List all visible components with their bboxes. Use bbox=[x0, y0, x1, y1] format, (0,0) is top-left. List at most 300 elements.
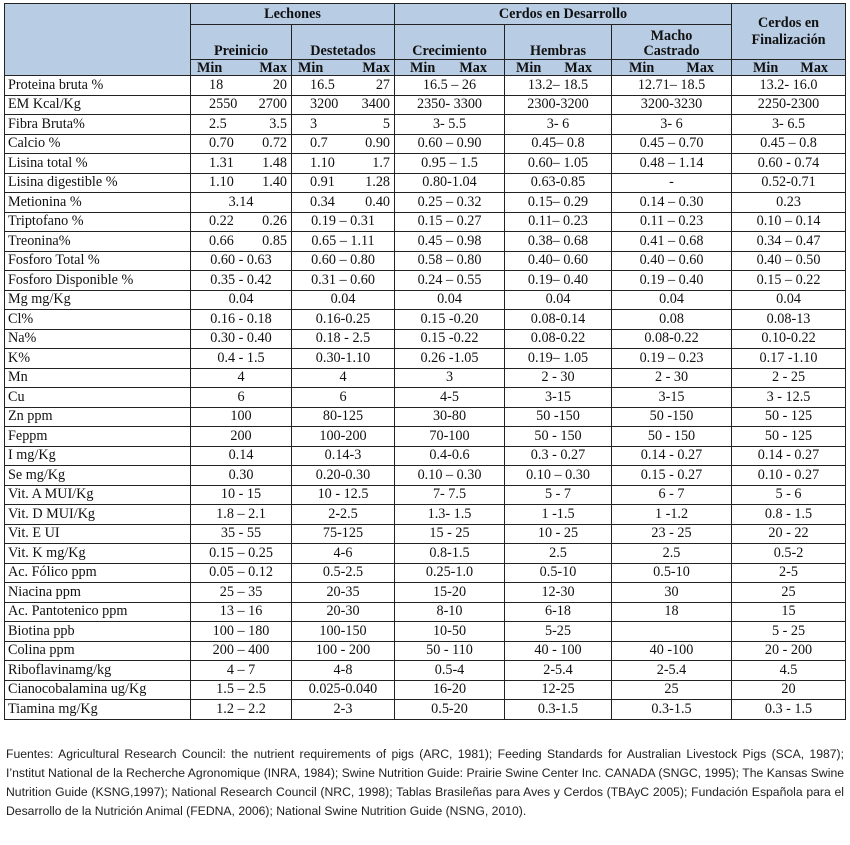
cell-mac: 3-15 bbox=[612, 388, 732, 408]
cell-hem: 0.38– 0.68 bbox=[505, 232, 612, 252]
table-row bbox=[5, 212, 846, 232]
cell-fin: 0.15 – 0.22 bbox=[732, 271, 846, 291]
cell-hem: 2 - 30 bbox=[505, 368, 612, 388]
cell-des-span: 0.60 – 0.80 bbox=[292, 251, 395, 271]
cell-des-min: 16.5 bbox=[292, 76, 344, 96]
cell-pre-max: 0.26 bbox=[242, 212, 292, 232]
cell-pre-max: 0.85 bbox=[242, 232, 292, 252]
cell-des-span: 4-8 bbox=[292, 661, 395, 681]
table-row bbox=[5, 407, 846, 427]
sources-footnote: Fuentes: Agricultural Research Council: the nutrient requirements of pigs (ARC, 1981); Feeding Standards for Australian Livestock Pigs (SCA, 1987); I’nstitut National de la Recherche Agronomique (INRA, 1984); Swine Nutrition Guide: Prairie Swine Center Inc. CANADA (SNGC, 1995); The Kansas Swine Nutrition Guide (KSNG,1997); National Research Council (NRC, 1998); Tablas Brasileñas para Aves y Cerdos (TBAyC 2005); Fundación Española para el Desarrollo de la Nutrición Animal (FEDNA, 2006); National Swine Nutrition Guide (NSNG, 2010). bbox=[6, 747, 844, 818]
cell-mac: 0.40 – 0.60 bbox=[612, 251, 732, 271]
cell-mac: 1 -1.2 bbox=[612, 505, 732, 525]
cell-mac: 30 bbox=[612, 583, 732, 603]
cell-crec: 0.04 bbox=[395, 290, 505, 310]
cell-des-span: 100-150 bbox=[292, 622, 395, 642]
cell-crec: 0.95 – 1.5 bbox=[395, 154, 505, 174]
cell-crec: 0.5-4 bbox=[395, 661, 505, 681]
table-row bbox=[5, 271, 846, 291]
cell-pre-max: 2700 bbox=[242, 95, 292, 115]
cell-label: EM Kcal/Kg bbox=[5, 95, 191, 115]
cell-hem: 3-15 bbox=[505, 388, 612, 408]
header-max: Max bbox=[344, 60, 395, 76]
cell-crec: 70-100 bbox=[395, 427, 505, 447]
header-group-lechones: Lechones bbox=[191, 4, 395, 25]
cell-label: Niacina ppm bbox=[5, 583, 191, 603]
header-max: Max bbox=[242, 60, 292, 76]
cell-label: Vit. E UI bbox=[5, 524, 191, 544]
cell-pre-span: 200 – 400 bbox=[191, 641, 292, 661]
cell-fin: 0.3 - 1.5 bbox=[732, 700, 846, 720]
header-minmax bbox=[395, 60, 505, 76]
cell-crec: 2350- 3300 bbox=[395, 95, 505, 115]
cell-crec: 0.8-1.5 bbox=[395, 544, 505, 564]
cell-hem: 0.11– 0.23 bbox=[505, 212, 612, 232]
cell-pre-span: 0.04 bbox=[191, 290, 292, 310]
cell-label: Lisina digestible % bbox=[5, 173, 191, 193]
cell-hem: 0.08-0.22 bbox=[505, 329, 612, 349]
cell-fin: 5 - 6 bbox=[732, 485, 846, 505]
cell-des-span: 100 - 200 bbox=[292, 641, 395, 661]
header-max: Max bbox=[800, 59, 829, 76]
cell-fin: 0.14 - 0.27 bbox=[732, 446, 846, 466]
cell-des-span: 0.5-2.5 bbox=[292, 563, 395, 583]
cell-mac: 18 bbox=[612, 602, 732, 622]
table-row bbox=[5, 290, 846, 310]
cell-crec: 15 - 25 bbox=[395, 524, 505, 544]
cell-pre-span: 10 - 15 bbox=[191, 485, 292, 505]
cell-fin: 25 bbox=[732, 583, 846, 603]
cell-mac: 2.5 bbox=[612, 544, 732, 564]
table-row bbox=[5, 76, 846, 96]
cell-mac: 0.5-10 bbox=[612, 563, 732, 583]
table-row bbox=[5, 661, 846, 681]
header-macho-castrado: Macho Castrado bbox=[612, 25, 732, 60]
cell-des-span: 0.65 – 1.11 bbox=[292, 232, 395, 252]
table-row bbox=[5, 95, 846, 115]
cell-des-min: 3200 bbox=[292, 95, 344, 115]
cell-label: I mg/Kg bbox=[5, 446, 191, 466]
cell-label: Lisina total % bbox=[5, 154, 191, 174]
table-row bbox=[5, 232, 846, 252]
cell-label: Fibra Bruta% bbox=[5, 115, 191, 135]
header-preinicio: Preinicio bbox=[191, 25, 292, 60]
cell-pre-span: 0.35 - 0.42 bbox=[191, 271, 292, 291]
cell-pre-span: 1.5 – 2.5 bbox=[191, 680, 292, 700]
cell-fin: 50 - 125 bbox=[732, 407, 846, 427]
cell-des-span: 0.20-0.30 bbox=[292, 466, 395, 486]
header-max: Max bbox=[564, 59, 592, 76]
table-row bbox=[5, 583, 846, 603]
table-row bbox=[5, 427, 846, 447]
cell-fin: 50 - 125 bbox=[732, 427, 846, 447]
cell-pre-span: 6 bbox=[191, 388, 292, 408]
cell-mac: 2-5.4 bbox=[612, 661, 732, 681]
cell-label: Calcio % bbox=[5, 134, 191, 154]
cell-pre-span: 0.05 – 0.12 bbox=[191, 563, 292, 583]
cell-crec: 0.5-20 bbox=[395, 700, 505, 720]
cell-crec: 0.15 -0.22 bbox=[395, 329, 505, 349]
header-hembras: Hembras bbox=[505, 25, 612, 60]
cell-hem: 0.63-0.85 bbox=[505, 173, 612, 193]
cell-crec: 0.25 – 0.32 bbox=[395, 193, 505, 213]
cell-pre-span: 0.60 - 0.63 bbox=[191, 251, 292, 271]
cell-label: Cianocobalamina ug/Kg bbox=[5, 680, 191, 700]
cell-hem: 5-25 bbox=[505, 622, 612, 642]
cell-label: Vit. A MUI/Kg bbox=[5, 485, 191, 505]
cell-pre-span: 0.16 - 0.18 bbox=[191, 310, 292, 330]
table-row bbox=[5, 622, 846, 642]
table-row bbox=[5, 193, 846, 213]
header-minmax bbox=[612, 60, 732, 76]
cell-crec: 0.26 -1.05 bbox=[395, 349, 505, 369]
cell-hem: 2300-3200 bbox=[505, 95, 612, 115]
cell-label: Ac. Fólico ppm bbox=[5, 563, 191, 583]
cell-fin: 0.04 bbox=[732, 290, 846, 310]
cell-mac: 0.08-0.22 bbox=[612, 329, 732, 349]
cell-fin: 20 - 22 bbox=[732, 524, 846, 544]
cell-mac: 0.3-1.5 bbox=[612, 700, 732, 720]
header-max: Max bbox=[686, 59, 715, 76]
cell-hem: 50 - 150 bbox=[505, 427, 612, 447]
cell-mac: 0.45 – 0.70 bbox=[612, 134, 732, 154]
cell-mac: 6 - 7 bbox=[612, 485, 732, 505]
cell-des-span: 0.31 – 0.60 bbox=[292, 271, 395, 291]
cell-des-min: 0.34 bbox=[292, 193, 344, 213]
cell-pre-span: 0.30 bbox=[191, 466, 292, 486]
header-group-desarrollo: Cerdos en Desarrollo bbox=[395, 4, 732, 25]
cell-des-span: 100-200 bbox=[292, 427, 395, 447]
cell-pre-max: 0.72 bbox=[242, 134, 292, 154]
cell-fin: 0.8 - 1.5 bbox=[732, 505, 846, 525]
cell-crec: 15-20 bbox=[395, 583, 505, 603]
cell-crec: 0.58 – 0.80 bbox=[395, 251, 505, 271]
cell-label: Na% bbox=[5, 329, 191, 349]
cell-mac: 0.19 – 0.40 bbox=[612, 271, 732, 291]
cell-hem: 0.04 bbox=[505, 290, 612, 310]
cell-des-span: 2-2.5 bbox=[292, 505, 395, 525]
cell-label: Vit. K mg/Kg bbox=[5, 544, 191, 564]
cell-label: Vit. D MUI/Kg bbox=[5, 505, 191, 525]
cell-hem: 1 -1.5 bbox=[505, 505, 612, 525]
cell-fin: 0.23 bbox=[732, 193, 846, 213]
cell-pre-span: 4 – 7 bbox=[191, 661, 292, 681]
table-row bbox=[5, 544, 846, 564]
cell-crec: 0.25-1.0 bbox=[395, 563, 505, 583]
cell-fin: 3 - 12.5 bbox=[732, 388, 846, 408]
table-row bbox=[5, 700, 846, 720]
cell-mac: 50 - 150 bbox=[612, 427, 732, 447]
cell-des-span: 20-30 bbox=[292, 602, 395, 622]
table-body bbox=[5, 76, 846, 720]
cell-pre-max: 20 bbox=[242, 76, 292, 96]
cell-label: Metionina % bbox=[5, 193, 191, 213]
cell-fin: 0.5-2 bbox=[732, 544, 846, 564]
cell-crec: 0.15 – 0.27 bbox=[395, 212, 505, 232]
cell-pre-span: 100 bbox=[191, 407, 292, 427]
cell-hem: 2.5 bbox=[505, 544, 612, 564]
table-row bbox=[5, 505, 846, 525]
cell-pre-span: 0.30 - 0.40 bbox=[191, 329, 292, 349]
cell-mac: 0.48 – 1.14 bbox=[612, 154, 732, 174]
cell-crec: 8-10 bbox=[395, 602, 505, 622]
header-min: Min bbox=[410, 59, 436, 76]
cell-des-span: 0.30-1.10 bbox=[292, 349, 395, 369]
cell-pre-min: 0.66 bbox=[191, 232, 242, 252]
cell-mac: 23 - 25 bbox=[612, 524, 732, 544]
cell-des-max: 5 bbox=[344, 115, 395, 135]
table-row bbox=[5, 680, 846, 700]
cell-crec: 0.4-0.6 bbox=[395, 446, 505, 466]
cell-fin: 0.40 – 0.50 bbox=[732, 251, 846, 271]
cell-hem: 0.08-0.14 bbox=[505, 310, 612, 330]
cell-fin: 20 bbox=[732, 680, 846, 700]
cell-pre-span: 200 bbox=[191, 427, 292, 447]
cell-hem: 0.45– 0.8 bbox=[505, 134, 612, 154]
cell-label: Zn ppm bbox=[5, 407, 191, 427]
cell-hem: 6-18 bbox=[505, 602, 612, 622]
header-finalizacion: Cerdos en Finalización bbox=[732, 4, 846, 60]
cell-hem: 13.2– 18.5 bbox=[505, 76, 612, 96]
cell-hem: 12-30 bbox=[505, 583, 612, 603]
header-max: Max bbox=[459, 59, 487, 76]
cell-pre-span: 1.8 – 2.1 bbox=[191, 505, 292, 525]
cell-des-span: 0.025-0.040 bbox=[292, 680, 395, 700]
cell-label: Mg mg/Kg bbox=[5, 290, 191, 310]
header-min: Min bbox=[753, 59, 779, 76]
header-min: Min bbox=[191, 60, 242, 76]
cell-des-max: 27 bbox=[344, 76, 395, 96]
header-minmax bbox=[732, 60, 846, 76]
cell-fin: 0.60 - 0.74 bbox=[732, 154, 846, 174]
cell-hem: 0.40– 0.60 bbox=[505, 251, 612, 271]
cell-crec: 0.15 -0.20 bbox=[395, 310, 505, 330]
cell-crec: 16-20 bbox=[395, 680, 505, 700]
cell-label: Biotina ppb bbox=[5, 622, 191, 642]
cell-fin: 2-5 bbox=[732, 563, 846, 583]
cell-pre-min: 2.5 bbox=[191, 115, 242, 135]
cell-des-span: 0.14-3 bbox=[292, 446, 395, 466]
cell-mac: 3200-3230 bbox=[612, 95, 732, 115]
cell-pre-span: 4 bbox=[191, 368, 292, 388]
cell-des-max: 0.90 bbox=[344, 134, 395, 154]
cell-fin: 0.34 – 0.47 bbox=[732, 232, 846, 252]
cell-hem: 0.19– 1.05 bbox=[505, 349, 612, 369]
cell-fin: 13.2- 16.0 bbox=[732, 76, 846, 96]
table-row bbox=[5, 563, 846, 583]
table-row bbox=[5, 251, 846, 271]
cell-label: Colina ppm bbox=[5, 641, 191, 661]
cell-crec: 0.60 – 0.90 bbox=[395, 134, 505, 154]
cell-des-min: 0.7 bbox=[292, 134, 344, 154]
cell-des-span: 10 - 12.5 bbox=[292, 485, 395, 505]
cell-label: Triptofano % bbox=[5, 212, 191, 232]
cell-hem: 10 - 25 bbox=[505, 524, 612, 544]
table-row bbox=[5, 134, 846, 154]
cell-mac: 0.14 – 0.30 bbox=[612, 193, 732, 213]
cell-crec: 4-5 bbox=[395, 388, 505, 408]
cell-label: Fosforo Disponible % bbox=[5, 271, 191, 291]
header-blank-cell bbox=[5, 4, 191, 76]
cell-label: Proteina bruta % bbox=[5, 76, 191, 96]
cell-des-max: 1.28 bbox=[344, 173, 395, 193]
cell-pre-min: 0.22 bbox=[191, 212, 242, 232]
cell-hem: 0.3 - 0.27 bbox=[505, 446, 612, 466]
cell-mac: 0.15 - 0.27 bbox=[612, 466, 732, 486]
cell-pre-span: 0.15 – 0.25 bbox=[191, 544, 292, 564]
cell-fin: 0.10 – 0.14 bbox=[732, 212, 846, 232]
cell-fin: 0.17 -1.10 bbox=[732, 349, 846, 369]
cell-des-span: 0.19 – 0.31 bbox=[292, 212, 395, 232]
cell-pre-span: 1.2 – 2.2 bbox=[191, 700, 292, 720]
cell-des-span: 4-6 bbox=[292, 544, 395, 564]
cell-des-span: 20-35 bbox=[292, 583, 395, 603]
header-min: Min bbox=[629, 59, 655, 76]
cell-crec: 30-80 bbox=[395, 407, 505, 427]
cell-label: Riboflavinamg/kg bbox=[5, 661, 191, 681]
cell-hem: 0.5-10 bbox=[505, 563, 612, 583]
cell-fin: 15 bbox=[732, 602, 846, 622]
cell-mac: 0.19 – 0.23 bbox=[612, 349, 732, 369]
table-row bbox=[5, 446, 846, 466]
cell-hem: 0.60– 1.05 bbox=[505, 154, 612, 174]
header-destetados: Destetados bbox=[292, 25, 395, 60]
cell-mac: 0.14 - 0.27 bbox=[612, 446, 732, 466]
cell-pre-span: 3.14 bbox=[191, 193, 292, 213]
cell-pre-span: 25 – 35 bbox=[191, 583, 292, 603]
cell-des-span: 6 bbox=[292, 388, 395, 408]
cell-mac: 3- 6 bbox=[612, 115, 732, 135]
cell-fin: 4.5 bbox=[732, 661, 846, 681]
cell-mac: 12.71– 18.5 bbox=[612, 76, 732, 96]
cell-fin: 0.52-0.71 bbox=[732, 173, 846, 193]
cell-des-span: 0.16-0.25 bbox=[292, 310, 395, 330]
cell-pre-span: 0.14 bbox=[191, 446, 292, 466]
cell-mac: 25 bbox=[612, 680, 732, 700]
table-row bbox=[5, 368, 846, 388]
table-row bbox=[5, 388, 846, 408]
cell-pre-span: 13 – 16 bbox=[191, 602, 292, 622]
cell-crec: 3 bbox=[395, 368, 505, 388]
cell-mac: 0.11 – 0.23 bbox=[612, 212, 732, 232]
cell-crec: 0.10 – 0.30 bbox=[395, 466, 505, 486]
cell-pre-span: 0.4 - 1.5 bbox=[191, 349, 292, 369]
cell-pre-min: 2550 bbox=[191, 95, 242, 115]
cell-mac: 0.08 bbox=[612, 310, 732, 330]
cell-hem: 3- 6 bbox=[505, 115, 612, 135]
cell-mac: 2 - 30 bbox=[612, 368, 732, 388]
table-row bbox=[5, 329, 846, 349]
cell-pre-span: 35 - 55 bbox=[191, 524, 292, 544]
cell-crec: 0.24 – 0.55 bbox=[395, 271, 505, 291]
table-row bbox=[5, 349, 846, 369]
cell-hem: 2-5.4 bbox=[505, 661, 612, 681]
cell-label: Tiamina mg/Kg bbox=[5, 700, 191, 720]
cell-crec: 7- 7.5 bbox=[395, 485, 505, 505]
cell-label: K% bbox=[5, 349, 191, 369]
cell-fin: 20 - 200 bbox=[732, 641, 846, 661]
cell-label: Cl% bbox=[5, 310, 191, 330]
cell-label: Fosforo Total % bbox=[5, 251, 191, 271]
cell-crec: 0.80-1.04 bbox=[395, 173, 505, 193]
header-minmax bbox=[505, 60, 612, 76]
cell-pre-min: 18 bbox=[191, 76, 242, 96]
table-row bbox=[5, 485, 846, 505]
table-row bbox=[5, 310, 846, 330]
table-row bbox=[5, 115, 846, 135]
cell-des-max: 1.7 bbox=[344, 154, 395, 174]
cell-crec: 0.45 – 0.98 bbox=[395, 232, 505, 252]
cell-mac: 40 -100 bbox=[612, 641, 732, 661]
header-min: Min bbox=[292, 60, 344, 76]
cell-fin: 3- 6.5 bbox=[732, 115, 846, 135]
cell-crec: 3- 5.5 bbox=[395, 115, 505, 135]
cell-des-span: 80-125 bbox=[292, 407, 395, 427]
cell-fin: 2 - 25 bbox=[732, 368, 846, 388]
cell-pre-span: 100 – 180 bbox=[191, 622, 292, 642]
cell-mac: 0.04 bbox=[612, 290, 732, 310]
cell-fin: 0.10 - 0.27 bbox=[732, 466, 846, 486]
table-row bbox=[5, 524, 846, 544]
cell-hem: 0.19– 0.40 bbox=[505, 271, 612, 291]
cell-hem: 0.3-1.5 bbox=[505, 700, 612, 720]
cell-label: Treonina% bbox=[5, 232, 191, 252]
cell-des-span: 2-3 bbox=[292, 700, 395, 720]
cell-label: Mn bbox=[5, 368, 191, 388]
cell-pre-max: 1.48 bbox=[242, 154, 292, 174]
cell-des-span: 0.18 - 2.5 bbox=[292, 329, 395, 349]
cell-pre-min: 0.70 bbox=[191, 134, 242, 154]
cell-mac: 50 -150 bbox=[612, 407, 732, 427]
cell-fin: 5 - 25 bbox=[732, 622, 846, 642]
cell-label: Feppm bbox=[5, 427, 191, 447]
cell-pre-max: 1.40 bbox=[242, 173, 292, 193]
cell-des-span: 75-125 bbox=[292, 524, 395, 544]
cell-hem: 0.15– 0.29 bbox=[505, 193, 612, 213]
cell-des-min: 0.91 bbox=[292, 173, 344, 193]
cell-mac: - bbox=[612, 173, 732, 193]
cell-label: Se mg/Kg bbox=[5, 466, 191, 486]
cell-crec: 16.5 – 26 bbox=[395, 76, 505, 96]
cell-des-max: 3400 bbox=[344, 95, 395, 115]
cell-label: Ac. Pantotenico ppm bbox=[5, 602, 191, 622]
cell-hem: 0.10 – 0.30 bbox=[505, 466, 612, 486]
cell-hem: 50 -150 bbox=[505, 407, 612, 427]
cell-fin: 0.10-0.22 bbox=[732, 329, 846, 349]
cell-des-min: 1.10 bbox=[292, 154, 344, 174]
cell-crec: 10-50 bbox=[395, 622, 505, 642]
cell-des-span: 4 bbox=[292, 368, 395, 388]
cell-pre-max: 3.5 bbox=[242, 115, 292, 135]
cell-crec: 50 - 110 bbox=[395, 641, 505, 661]
cell-hem: 5 - 7 bbox=[505, 485, 612, 505]
cell-des-max: 0.40 bbox=[344, 193, 395, 213]
nutrient-requirements-table bbox=[4, 3, 846, 720]
cell-mac bbox=[612, 622, 732, 642]
header-min: Min bbox=[516, 59, 542, 76]
cell-pre-min: 1.10 bbox=[191, 173, 242, 193]
header-crecimiento: Crecimiento bbox=[395, 25, 505, 60]
table-row bbox=[5, 466, 846, 486]
cell-fin: 2250-2300 bbox=[732, 95, 846, 115]
cell-crec: 1.3- 1.5 bbox=[395, 505, 505, 525]
cell-fin: 0.45 – 0.8 bbox=[732, 134, 846, 154]
table-row bbox=[5, 154, 846, 174]
table-row bbox=[5, 602, 846, 622]
cell-pre-min: 1.31 bbox=[191, 154, 242, 174]
cell-label: Cu bbox=[5, 388, 191, 408]
cell-des-min: 3 bbox=[292, 115, 344, 135]
